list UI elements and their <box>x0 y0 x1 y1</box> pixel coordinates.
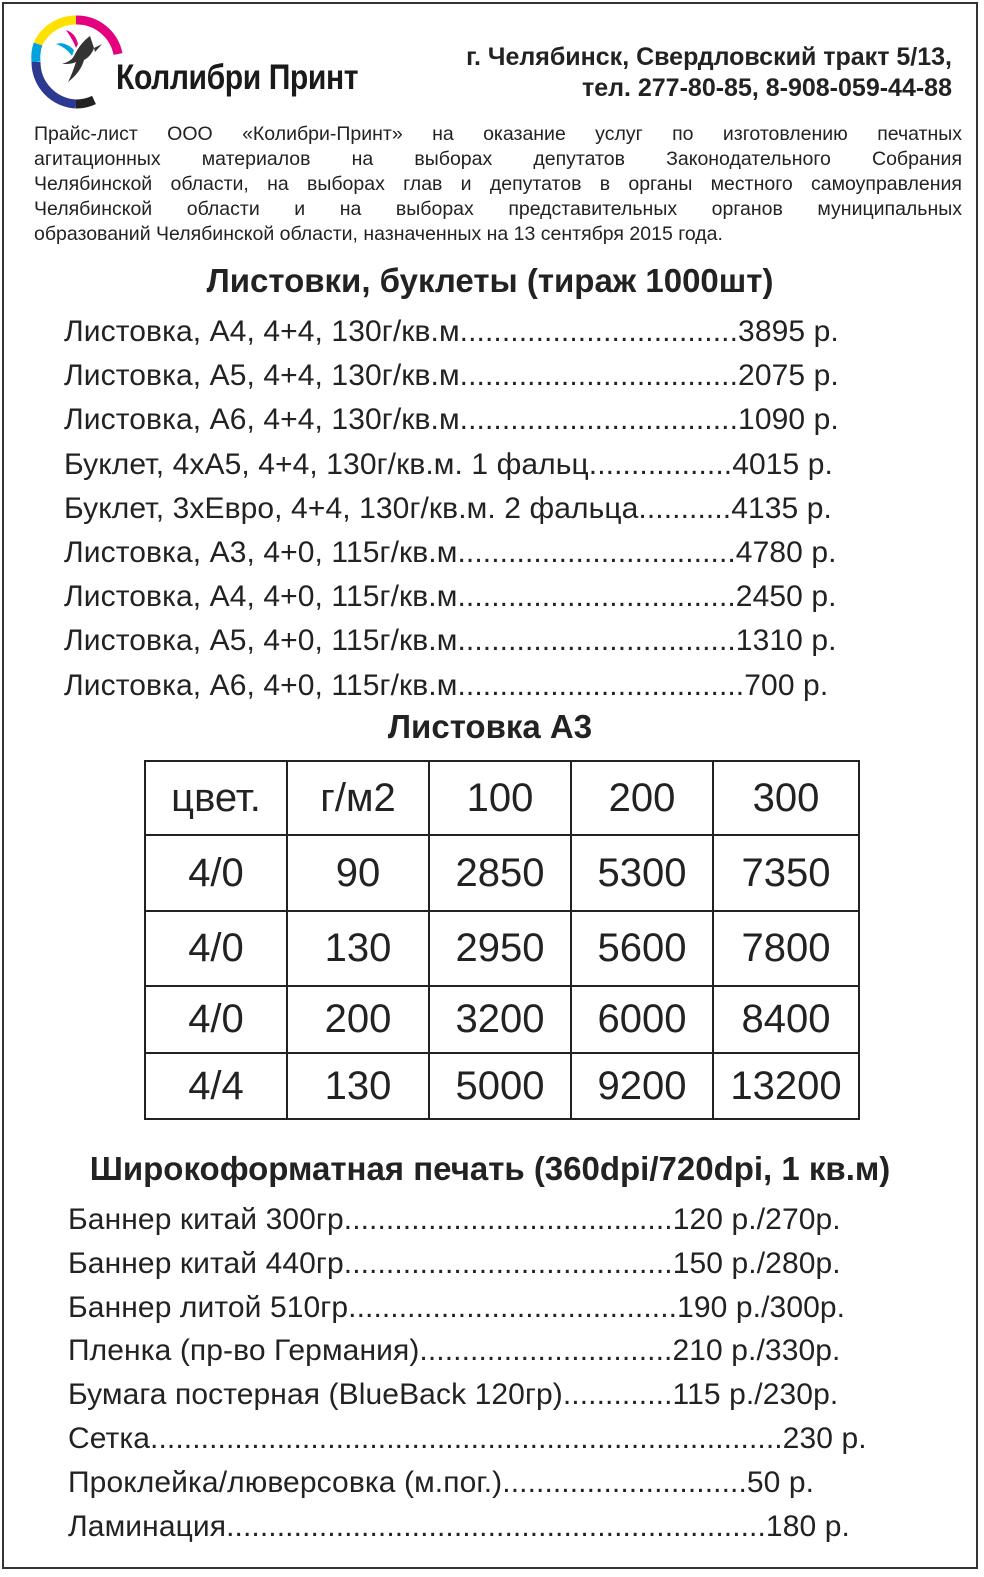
logo-text: Коллибри Принт <box>116 58 359 97</box>
price-item: Листовка, А6, 4+0, 115г/кв.м..................................700 р. <box>64 668 829 702</box>
intro-line: Челябинской области и на выборах представительных органов муниципальных <box>34 198 962 220</box>
table-row <box>145 911 859 986</box>
price-item: Листовка, А6, 4+4, 130г/кв.м.................................1090 р. <box>64 403 839 437</box>
leaflets-price-list <box>64 310 839 708</box>
price-item: Буклет, 4хА5, 4+4, 130г/кв.м. 1 фальц.................4015 р. <box>64 447 833 481</box>
table-cell: 4/0 <box>145 986 287 1053</box>
price-item: Листовка, А4, 4+0, 115г/кв.м.................................2450 р. <box>64 580 837 614</box>
a3-table-title: Листовка А3 <box>387 708 593 745</box>
table-header-cell: цвет. <box>145 761 287 835</box>
table-cell: 13200 <box>713 1053 859 1119</box>
wide-format-price-list <box>68 1198 867 1548</box>
price-item: Ламинация................................................................180 р. <box>68 1509 850 1543</box>
table-cell: 7800 <box>713 911 859 986</box>
table-cell: 3200 <box>429 986 571 1053</box>
address-line: г. Челябинск, Свердловский тракт 5/13, <box>466 43 952 71</box>
price-list-page <box>2 2 978 1569</box>
table-header-cell: 200 <box>571 761 713 835</box>
table-cell: 4/4 <box>145 1053 287 1119</box>
table-cell: 7350 <box>713 835 859 911</box>
table-cell: 4/0 <box>145 835 287 911</box>
price-item: Листовка, А5, 4+4, 130г/кв.м.................................2075 р. <box>64 359 839 393</box>
price-item: Сетка...........................................................................230 р. <box>68 1421 867 1455</box>
company-address <box>466 42 952 104</box>
price-item: Проклейка/люверсовка (м.пог.).............................50 р. <box>68 1465 815 1499</box>
price-item: Листовка, А4, 4+4, 130г/кв.м.................................3895 р. <box>64 315 839 348</box>
a3-price-table <box>144 760 860 1120</box>
price-item: Баннер китай 300гр.......................................120 р./270р. <box>68 1203 841 1236</box>
table-cell: 5600 <box>571 911 713 986</box>
table-header-cell: 100 <box>429 761 571 835</box>
table-row <box>145 835 859 911</box>
table-cell: 2850 <box>429 835 571 911</box>
table-cell: 8400 <box>713 986 859 1053</box>
price-item: Баннер литой 510гр.......................................190 р./300р. <box>68 1290 846 1324</box>
intro-line: агитационных материалов на выборах депутатов Законодательного Собрания <box>34 148 962 170</box>
table-cell: 5300 <box>571 835 713 911</box>
table-header-cell: 300 <box>713 761 859 835</box>
table-cell: 5000 <box>429 1053 571 1119</box>
price-item: Пленка (пр-во Германия)..............................210 р./330р. <box>68 1334 841 1368</box>
price-item: Листовка, А5, 4+0, 115г/кв.м.................................1310 р. <box>64 624 837 658</box>
wide-format-section-title: Широкоформатная печать (360dpi/720dpi, 1 кв.м) <box>89 1150 891 1187</box>
table-cell: 2950 <box>429 911 571 986</box>
price-item: Баннер китай 440гр.......................................150 р./280р. <box>68 1246 841 1280</box>
price-item: Буклет, 3хЕвро, 4+4, 130г/кв.м. 2 фальца...........4135 р. <box>64 491 832 525</box>
table-cell: 200 <box>287 986 429 1053</box>
intro-line: Прайс-лист ООО «Колибри-Принт» на оказание услуг по изготовлению печатных <box>34 123 962 145</box>
table-cell: 9200 <box>571 1053 713 1119</box>
intro-line: образований Челябинской области, назначенных на 13 сентября 2015 года. <box>34 223 723 245</box>
table-cell: 130 <box>287 911 429 986</box>
phone-line: тел. 277-80-85, 8-908-059-44-88 <box>581 74 952 102</box>
table-header-cell: г/м2 <box>287 761 429 835</box>
table-cell: 90 <box>287 835 429 911</box>
leaflets-section-title: Листовки, буклеты (тираж 1000шт) <box>206 262 774 299</box>
company-logo <box>28 14 368 110</box>
table-cell: 4/0 <box>145 911 287 986</box>
table-header-row <box>145 761 859 835</box>
table-row <box>145 1053 859 1119</box>
intro-line: Челябинской области, на выборах глав и депутатов в органы местного самоуправления <box>34 173 962 195</box>
price-item: Бумага постерная (BlueBack 120гр).............115 р./230р. <box>68 1378 839 1412</box>
price-item: Листовка, А3, 4+0, 115г/кв.м.................................4780 р. <box>64 536 837 570</box>
intro-paragraph <box>34 122 962 247</box>
table-cell: 6000 <box>571 986 713 1053</box>
table-cell: 130 <box>287 1053 429 1119</box>
table-row <box>145 986 859 1053</box>
